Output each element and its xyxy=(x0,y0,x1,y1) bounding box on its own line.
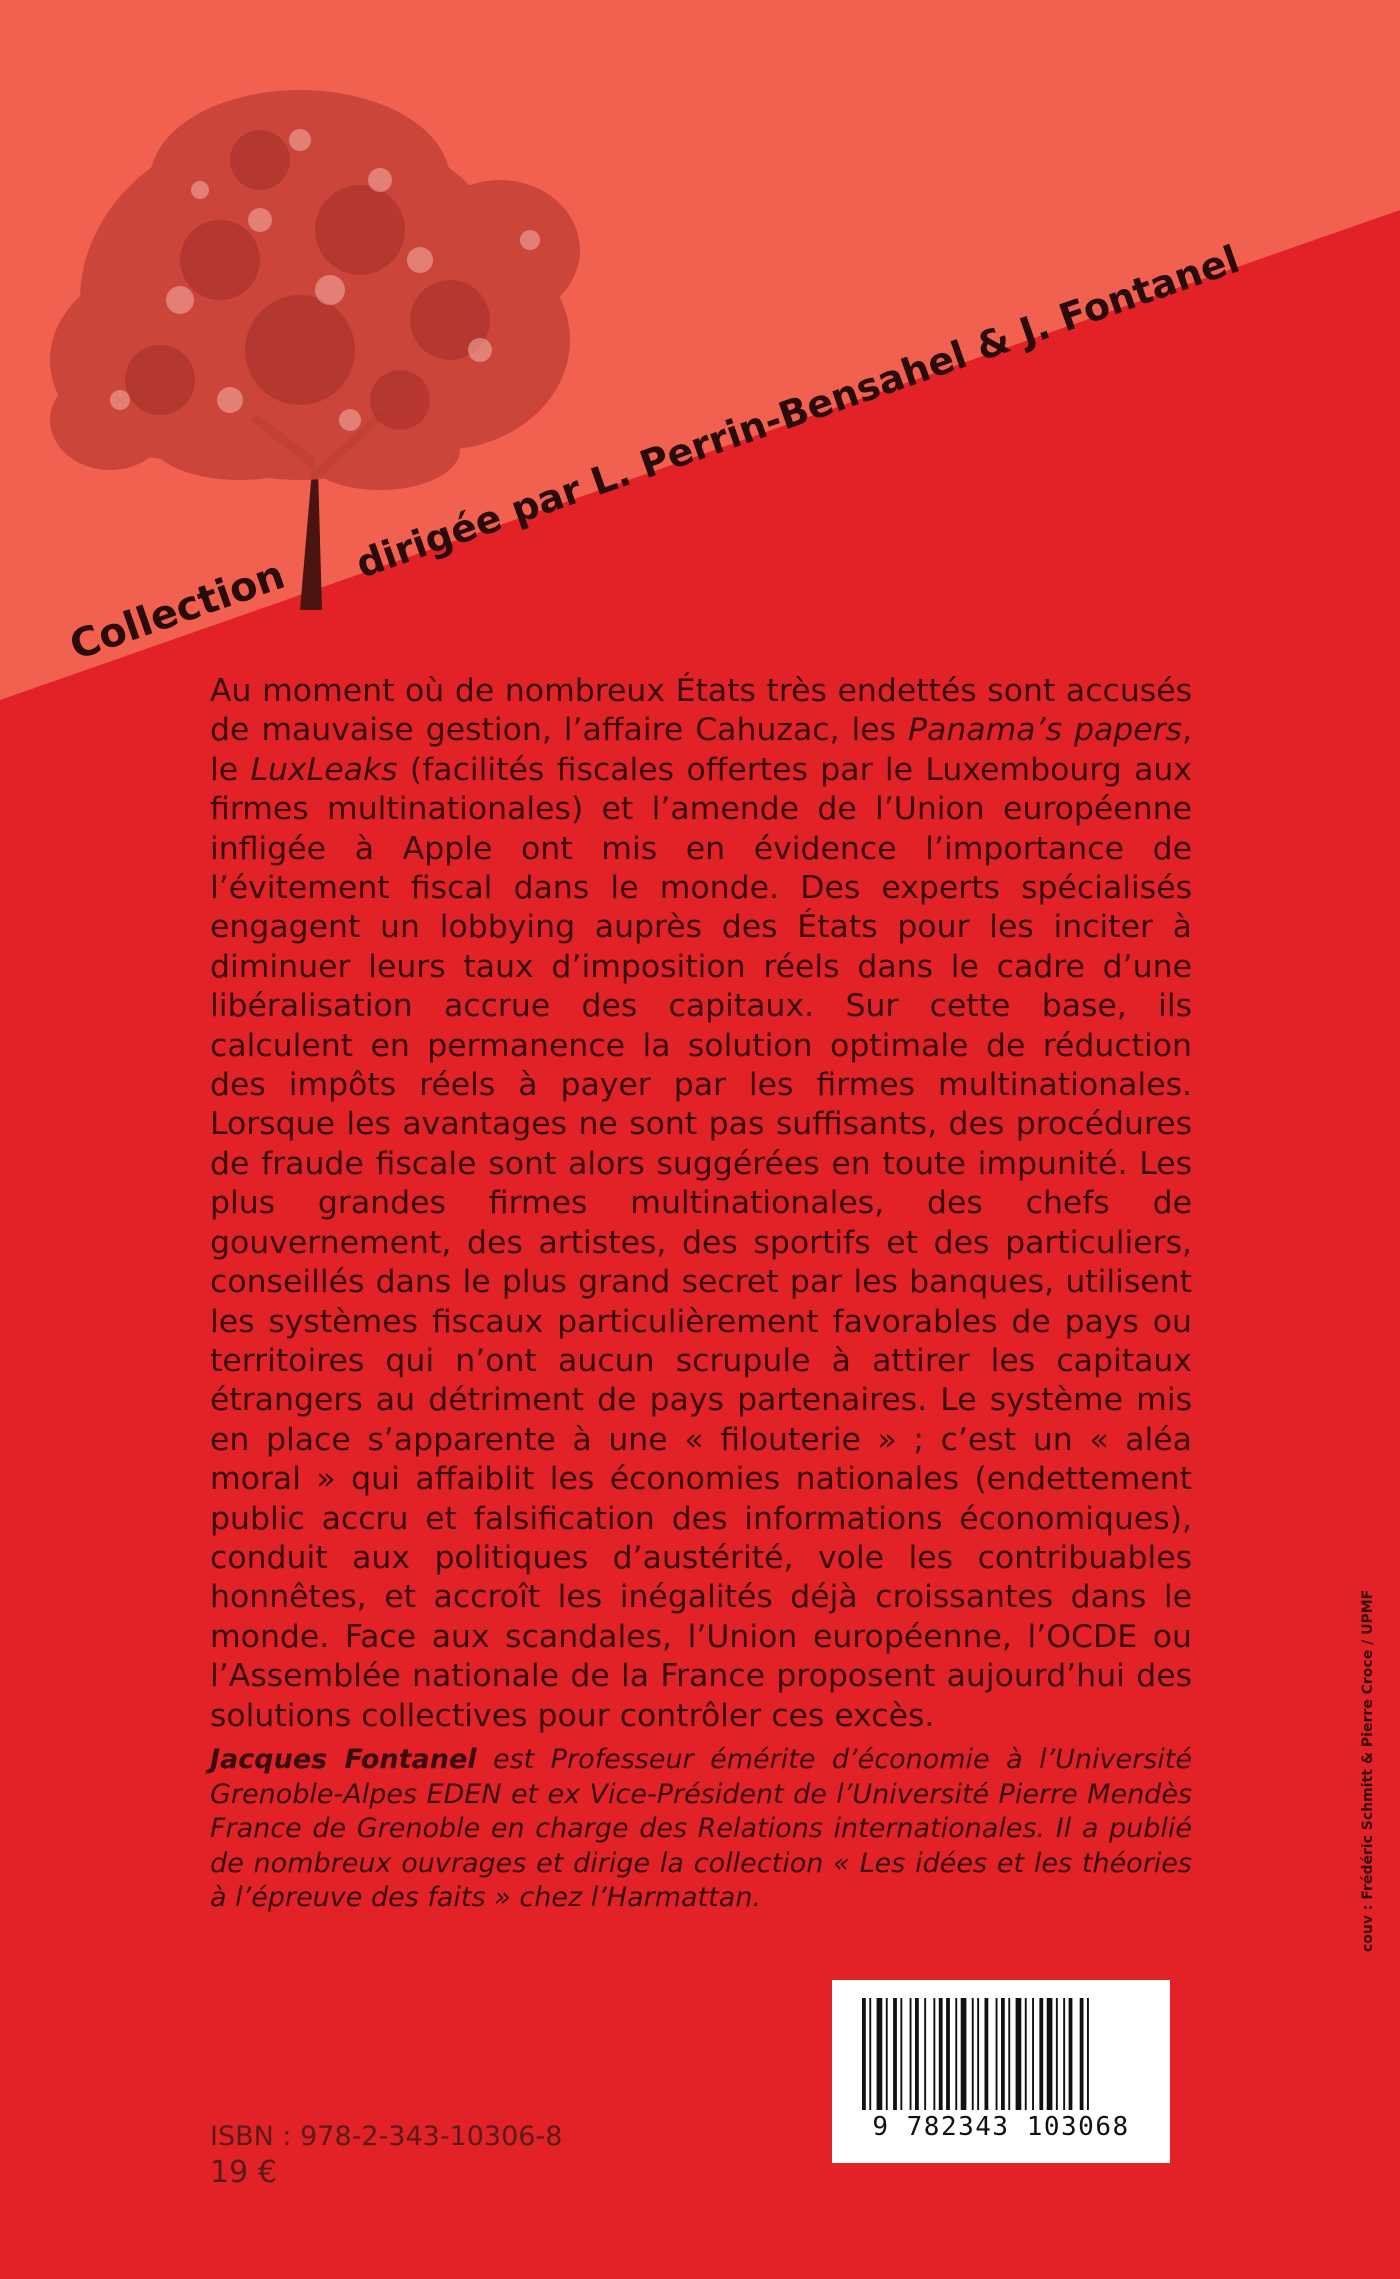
barcode-bar xyxy=(1063,1998,1065,2110)
barcode-bar xyxy=(955,1998,957,2110)
barcode-bar xyxy=(1087,1998,1089,2110)
barcode-bar xyxy=(915,1998,919,2110)
collection-label: Collection xyxy=(64,552,291,670)
barcode-bar xyxy=(1047,1998,1053,2110)
barcode-bar xyxy=(1080,1998,1084,2110)
barcode-bar xyxy=(972,1998,974,2110)
isbn: ISBN : 978-2-343-10306-8 xyxy=(210,2121,563,2152)
barcode-bar xyxy=(961,1998,967,2110)
price: 19 € xyxy=(210,2155,277,2190)
author-name: Jacques Fontanel xyxy=(210,1744,477,1775)
barcode-bar xyxy=(900,1998,902,2110)
barcode-bar xyxy=(924,1998,926,2110)
series-band xyxy=(0,0,1400,700)
barcode-bar xyxy=(933,1998,935,2110)
author-bio: Jacques Fontanel est Professeur émérite d’économie à l’Université Grenoble-Alpes EDEN et ex Vice-Président de l’Université Pierre Mendès France de Grenoble en charge des Relations internationales. Il a publié de nombreux ouvrages et dirige la collection « Les idées et les théories à l’épreuve des faits » chez l’Harmattan. xyxy=(210,1744,1193,1914)
book-summary: Au moment où de nombreux États très endettés sont accusés de mauvaise gestion, l’affaire Cahuzac, les Panama’s papers, le LuxLeaks (facilités fiscales offertes par le Luxembourg aux firmes multinationales) et l’amende de l’Union européenne infligée à Apple ont mis en évidence l’importance de l’évitement fiscal dans le monde. Des experts spécialisés engagent un lobbying auprès des États pour les inciter à diminuer leurs taux d’imposition réels dans le cadre d’une libéralisation accrue des capitaux. Sur cette base, ils calculent en permanence la solution optimale de réduction des impôts réels à payer par les firmes multinationales. Lorsque les avantages ne sont pas suffisants, des procédures de fraude fiscale sont alors suggérées en toute impunité. Les plus grandes firmes multinationales, des chefs de gouvernement, des artistes, des sportifs et des particuliers, conseillés dans le plus grand secret par les banques, utilisent les systèmes fiscaux particulièrement favorables de pays ou territoires qui n’ont aucun scrupule à attirer les capitaux étrangers au détriment de pays partenaires. Le système mis en place s’apparente à une « filouterie » ; c’est un « aléa moral » qui affaiblit les économies nationales (endettement public accru et falsification des informations économiques), conduit aux politiques d’austérité, vole les contribuables honnêtes, et accroît les inégalités déjà croissantes dans le monde. Face aux scandales, l’Union européenne, l’OCDE ou l’Assemblée nationale de la France proposent aujourd’hui des solutions collectives pour contrôler ces excès. xyxy=(210,673,1193,1734)
barcode-bar xyxy=(1016,1998,1022,2110)
barcode-digits: 9 782343 103068 xyxy=(872,2112,1130,2142)
barcode-bar xyxy=(946,1998,950,2110)
barcode-bar xyxy=(877,1998,883,2110)
barcode-bar xyxy=(869,1998,871,2110)
barcode-bar xyxy=(996,1998,998,2110)
barcode xyxy=(832,1980,1170,2163)
barcode-bar xyxy=(1039,1998,1043,2110)
barcode-bar xyxy=(893,1998,897,2110)
barcode-bar xyxy=(985,1998,989,2110)
barcode-bar xyxy=(1001,1998,1005,2110)
cover-credit: couv : Frédéric Schmitt & Pierre Croce / UPMF xyxy=(1360,1589,1376,1952)
barcode-bar-group xyxy=(862,1998,1089,2110)
series-directors: dirigée par L. Perrin-Bensahel & J. Fontanel xyxy=(350,236,1245,587)
barcode-bar xyxy=(910,1998,912,2110)
barcode-bar xyxy=(1025,1998,1027,2110)
barcode-bar xyxy=(1056,1998,1058,2110)
barcode-bar xyxy=(977,1998,979,2110)
barcode-bar xyxy=(1032,1998,1034,2110)
barcode-bar xyxy=(1008,1998,1010,2110)
barcode-bar xyxy=(1069,1998,1073,2110)
barcode-bar xyxy=(939,1998,943,2110)
barcode-bar xyxy=(862,1998,866,2110)
barcode-bar xyxy=(886,1998,888,2110)
